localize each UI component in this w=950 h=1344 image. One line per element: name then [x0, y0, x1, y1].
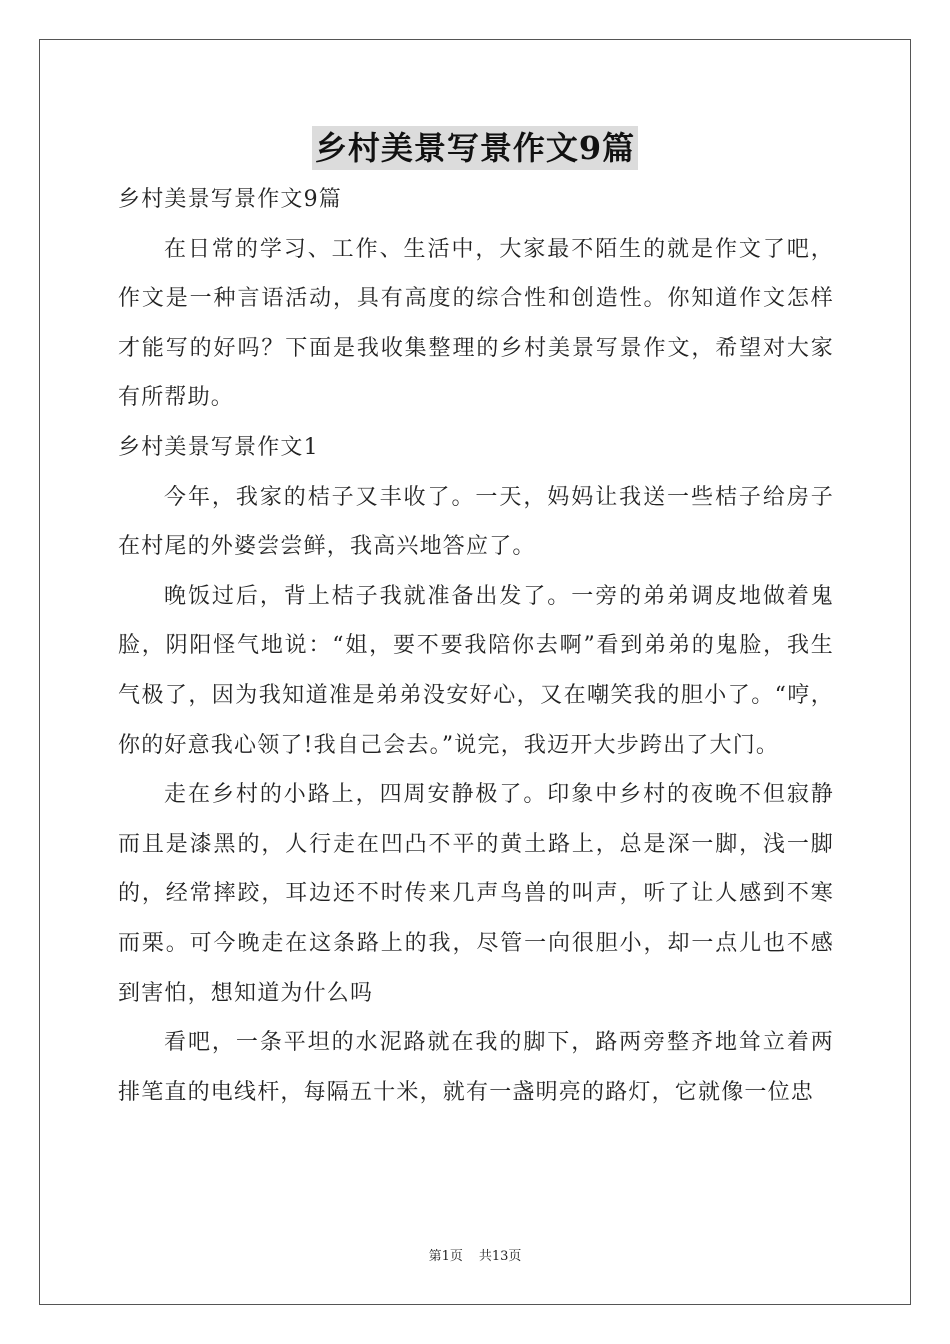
document-subtitle: 乡村美景写景作文9篇	[118, 187, 342, 212]
intro-paragraph: 在日常的学习、工作、生活中，大家最不陌生的就是作文了吧，作文是一种言语活动，具有高度的综合性和创造性。你知道作文怎样才能写的好吗？下面是我收集整理的乡村美景写景作文，希望对大家有所帮助。	[118, 236, 834, 411]
document-title: 乡村美景写景作文9篇	[312, 126, 638, 170]
body-paragraph: 走在乡村的小路上，四周安静极了。印象中乡村的夜晚不但寂静而且是漆黑的，人行走在凹凸不平的黄土路上，总是深一脚，浅一脚的，经常摔跤，耳边还不时传来几声鸟兽的叫声，听了让人感到不寒而栗。可今晚走在这条路上的我，尽管一向很胆小，却一点儿也不感到害怕，想知道为什么吗	[118, 782, 834, 1006]
page-footer	[0, 1245, 950, 1264]
document-body	[118, 175, 834, 1117]
body-paragraph: 看吧，一条平坦的水泥路就在我的脚下，路两旁整齐地耸立着两排笔直的电线杆，每隔五十米，就有一盏明亮的路灯，它就像一位忠	[118, 1030, 834, 1105]
title-container	[0, 126, 950, 170]
section-heading: 乡村美景写景作文1	[118, 434, 319, 460]
body-paragraph: 晚饭过后，背上桔子我就准备出发了。一旁的弟弟调皮地做着鬼脸，阴阳怪气地说：“姐，要不要我陪你去啊”看到弟弟的鬼脸，我生气极了，因为我知道准是弟弟没安好心，又在嘲笑我的胆小了。“哼，你的好意我心领了!我自己会去。”说完，我迈开大步跨出了大门。	[118, 583, 834, 758]
page-number: 第1页	[428, 1249, 463, 1264]
body-paragraph: 今年，我家的桔子又丰收了。一天，妈妈让我送一些桔子给房子在村尾的外婆尝尝鲜，我高兴地答应了。	[118, 484, 834, 560]
page-total: 共13页	[478, 1249, 522, 1264]
